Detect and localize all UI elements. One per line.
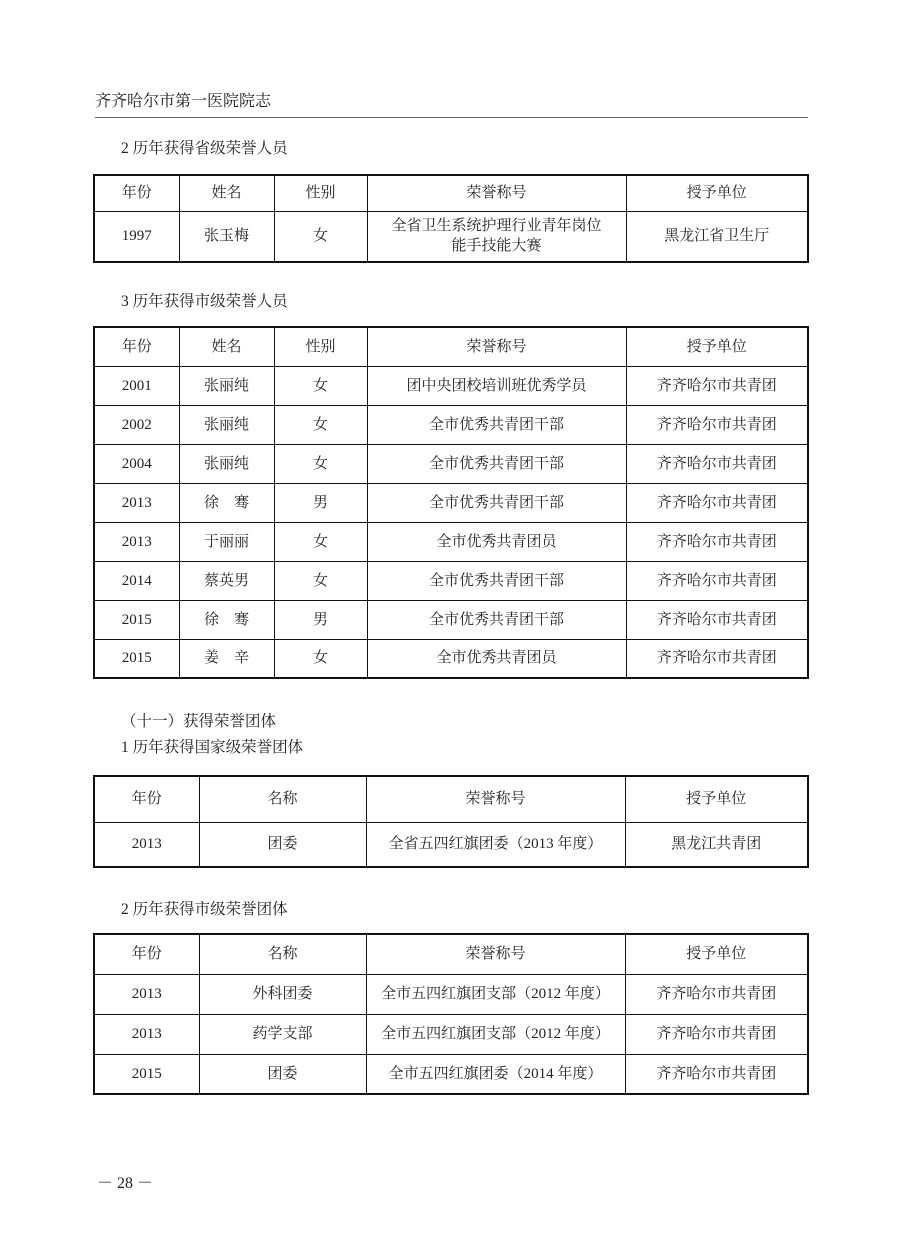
city-groups-table [93,933,809,1095]
column-header: 性别 [274,175,367,211]
honor-cell: 全省五四红旗团委（2013 年度） [366,822,625,867]
year-cell: 1997 [94,211,179,262]
year-cell: 2015 [94,600,179,639]
unit-cell: 齐齐哈尔市共青团 [626,522,808,561]
table-header-row [94,934,808,974]
column-header: 授予单位 [625,934,808,974]
gender-cell: 女 [274,366,367,405]
gender-cell: 女 [274,522,367,561]
honor-cell: 全市优秀共青团员 [367,522,626,561]
table-header-row [94,175,808,211]
section-heading-city-groups: 2 历年获得市级荣誉团体 [121,901,288,918]
column-header: 姓名 [179,327,274,366]
section-heading-national-groups: 1 历年获得国家级荣誉团体 [121,739,304,756]
table-row [94,822,808,867]
table-row [94,974,808,1014]
table-row [94,444,808,483]
honor-cell [367,211,626,262]
unit-cell: 齐齐哈尔市共青团 [626,639,808,678]
section-heading-city-individuals: 3 历年获得市级荣誉人员 [121,293,288,310]
year-cell: 2013 [94,483,179,522]
column-header: 年份 [94,327,179,366]
honor-cell: 全市优秀共青团干部 [367,600,626,639]
year-cell: 2015 [94,1054,199,1094]
column-header: 性别 [274,327,367,366]
unit-cell: 齐齐哈尔市共青团 [625,1014,808,1054]
name-cell: 张丽纯 [179,366,274,405]
year-cell: 2004 [94,444,179,483]
column-header: 授予单位 [625,776,808,822]
unit-cell: 齐齐哈尔市共青团 [626,483,808,522]
name-cell: 姜 辛 [179,639,274,678]
honor-line: 能手技能大赛 [451,238,542,255]
table-row [94,211,808,262]
name-cell: 外科团委 [199,974,366,1014]
column-header: 年份 [94,175,179,211]
table-row [94,1014,808,1054]
honor-cell: 全市优秀共青团干部 [367,444,626,483]
section-heading-provincial-individuals: 2 历年获得省级荣誉人员 [121,140,288,157]
honor-cell: 全市五四红旗团委（2014 年度） [366,1054,625,1094]
year-cell: 2013 [94,1014,199,1054]
unit-cell: 齐齐哈尔市共青团 [626,366,808,405]
year-cell: 2002 [94,405,179,444]
table-row [94,405,808,444]
honor-cell: 全市优秀共青团员 [367,639,626,678]
year-cell: 2001 [94,366,179,405]
table-header-row [94,776,808,822]
unit-cell: 齐齐哈尔市共青团 [626,405,808,444]
column-header: 姓名 [179,175,274,211]
gender-cell: 女 [274,561,367,600]
column-header: 荣誉称号 [366,934,625,974]
gender-cell: 男 [274,483,367,522]
honor-cell: 全市五四红旗团支部（2012 年度） [366,974,625,1014]
name-cell: 于丽丽 [179,522,274,561]
table-row [94,561,808,600]
unit-cell: 齐齐哈尔市共青团 [626,561,808,600]
column-header: 荣誉称号 [366,776,625,822]
header-rule [95,117,808,118]
column-header: 荣誉称号 [367,327,626,366]
column-header: 名称 [199,776,366,822]
running-header-title: 齐齐哈尔市第一医院院志 [95,91,272,110]
name-cell: 张玉梅 [179,211,274,262]
honor-cell: 全市优秀共青团干部 [367,483,626,522]
column-header: 年份 [94,934,199,974]
table-row [94,483,808,522]
provincial-individuals-table [93,174,809,263]
name-cell: 蔡英男 [179,561,274,600]
unit-cell: 黑龙江共青团 [625,822,808,867]
table-row [94,1054,808,1094]
name-cell: 徐 骞 [179,483,274,522]
honor-cell: 团中央团校培训班优秀学员 [367,366,626,405]
unit-cell: 齐齐哈尔市共青团 [626,444,808,483]
table-row [94,600,808,639]
unit-cell: 黑龙江省卫生厅 [626,211,808,262]
table-row [94,522,808,561]
city-individuals-table [93,326,809,679]
honor-line: 全省卫生系统护理行业青年岗位 [391,218,602,235]
year-cell: 2015 [94,639,179,678]
page-number: － 28 － [97,1175,154,1192]
name-cell: 张丽纯 [179,405,274,444]
year-cell: 2013 [94,974,199,1014]
gender-cell: 男 [274,600,367,639]
gender-cell: 女 [274,444,367,483]
unit-cell: 齐齐哈尔市共青团 [625,1054,808,1094]
honor-cell: 全市五四红旗团支部（2012 年度） [366,1014,625,1054]
year-cell: 2013 [94,522,179,561]
gender-cell: 女 [274,405,367,444]
honor-cell: 全市优秀共青团干部 [367,405,626,444]
table-header-row [94,327,808,366]
name-cell: 张丽纯 [179,444,274,483]
name-cell: 徐 骞 [179,600,274,639]
gender-cell: 女 [274,639,367,678]
gender-cell: 女 [274,211,367,262]
name-cell: 团委 [199,1054,366,1094]
name-cell: 团委 [199,822,366,867]
honor-cell: 全市优秀共青团干部 [367,561,626,600]
column-header: 荣誉称号 [367,175,626,211]
table-row [94,366,808,405]
unit-cell: 齐齐哈尔市共青团 [626,600,808,639]
year-cell: 2013 [94,822,199,867]
table-row [94,639,808,678]
national-groups-table [93,775,809,868]
name-cell: 药学支部 [199,1014,366,1054]
column-header: 授予单位 [626,327,808,366]
column-header: 名称 [199,934,366,974]
column-header: 年份 [94,776,199,822]
section-heading-groups: （十一）获得荣誉团体 [121,713,277,730]
unit-cell: 齐齐哈尔市共青团 [625,974,808,1014]
column-header: 授予单位 [626,175,808,211]
year-cell: 2014 [94,561,179,600]
